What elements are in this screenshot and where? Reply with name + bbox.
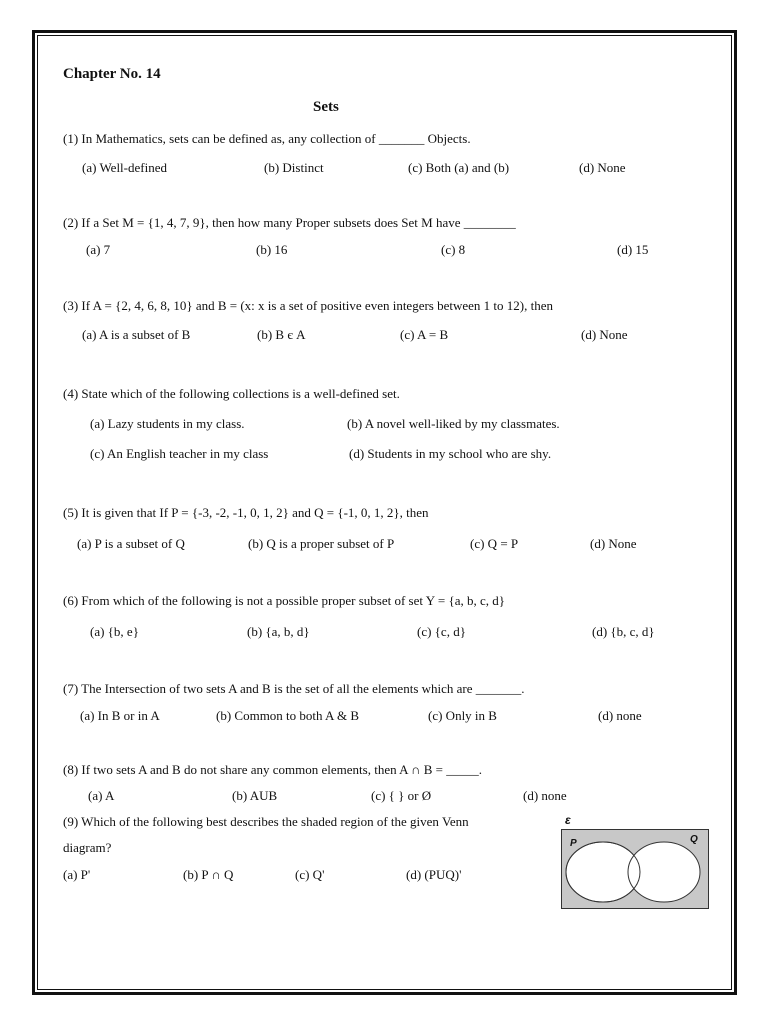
question-3-option-a: (a) A is a subset of B [82, 327, 191, 342]
question-9-stem-line1: (9) Which of the following best describes the shaded region of the given Venn [63, 814, 469, 829]
question-2-option-a: (a) 7 [86, 242, 111, 257]
venn-diagram [561, 829, 709, 909]
question-8-option-d: (d) none [523, 788, 567, 803]
question-3-option-c: (c) A = B [400, 327, 449, 342]
question-6-option-b: (b) {a, b, d} [247, 624, 310, 639]
question-2-option-c: (c) 8 [441, 242, 466, 257]
question-8-stem: (8) If two sets A and B do not share any common elements, then A ∩ B = _____. [63, 762, 482, 777]
question-2-option-d: (d) 15 [617, 242, 649, 257]
question-5-stem: (5) It is given that If P = {-3, -2, -1, 0, 1, 2} and Q = {-1, 0, 1, 2}, then [63, 505, 429, 520]
question-7-option-c: (c) Only in B [428, 708, 497, 723]
question-1-option-d: (d) None [579, 160, 626, 175]
question-1-stem: (1) In Mathematics, sets can be defined as, any collection of _______ Objects. [63, 131, 471, 146]
question-2-stem: (2) If a Set M = {1, 4, 7, 9}, then how many Proper subsets does Set M have ________ [63, 215, 516, 230]
question-2-option-b: (b) 16 [256, 242, 288, 257]
question-4-option-d: (d) Students in my school who are shy. [349, 446, 552, 461]
question-1-option-a: (a) Well-defined [82, 160, 167, 175]
question-7-option-d: (d) none [598, 708, 642, 723]
question-4-stem: (4) State which of the following collections is a well-defined set. [63, 386, 400, 401]
question-5-option-b: (b) Q is a proper subset of P [248, 536, 395, 551]
question-9-option-b: (b) P ∩ Q [183, 867, 234, 882]
venn-universal-label: ε [565, 813, 571, 827]
question-5-option-a: (a) P is a subset of Q [77, 536, 185, 551]
question-7-stem: (7) The Intersection of two sets A and B is the set of all the elements which are _______. [63, 681, 525, 696]
question-9-option-a: (a) P' [63, 867, 91, 882]
question-3-option-b: (b) B є A [257, 327, 306, 342]
question-6-option-c: (c) {c, d} [417, 624, 466, 639]
question-8-option-c: (c) { } or Ø [371, 788, 432, 803]
question-3-option-d: (d) None [581, 327, 628, 342]
venn-set-q-circle [628, 842, 700, 902]
question-5-option-c: (c) Q = P [470, 536, 519, 551]
question-3-stem: (3) If A = {2, 4, 6, 8, 10} and B = (x: x is a set of positive even integers between 1 to 12), then [63, 298, 553, 313]
question-4-option-c: (c) An English teacher in my class [90, 446, 269, 461]
question-6-stem: (6) From which of the following is not a possible proper subset of set Y = {a, b, c, d} [63, 593, 505, 608]
question-6-option-a: (a) {b, e} [90, 624, 139, 639]
venn-label-q: Q [690, 834, 698, 845]
question-4-option-a: (a) Lazy students in my class. [90, 416, 245, 431]
question-9-option-d: (d) (PUQ)' [406, 867, 462, 882]
question-7-option-b: (b) Common to both A & B [216, 708, 360, 723]
question-5-option-d: (d) None [590, 536, 637, 551]
question-4-option-b: (b) A novel well-liked by my classmates. [347, 416, 560, 431]
page-title: Sets [313, 99, 339, 115]
question-1-option-c: (c) Both (a) and (b) [408, 160, 510, 175]
question-9-option-c: (c) Q' [295, 867, 325, 882]
question-1-option-b: (b) Distinct [264, 160, 324, 175]
venn-label-p: P [570, 838, 577, 849]
chapter-heading: Chapter No. 14 [63, 66, 161, 82]
question-7-option-a: (a) In B or in A [80, 708, 160, 723]
question-8-option-b: (b) AUB [232, 788, 278, 803]
question-8-option-a: (a) A [88, 788, 115, 803]
question-9-stem-line2: diagram? [63, 840, 112, 855]
question-6-option-d: (d) {b, c, d} [592, 624, 655, 639]
